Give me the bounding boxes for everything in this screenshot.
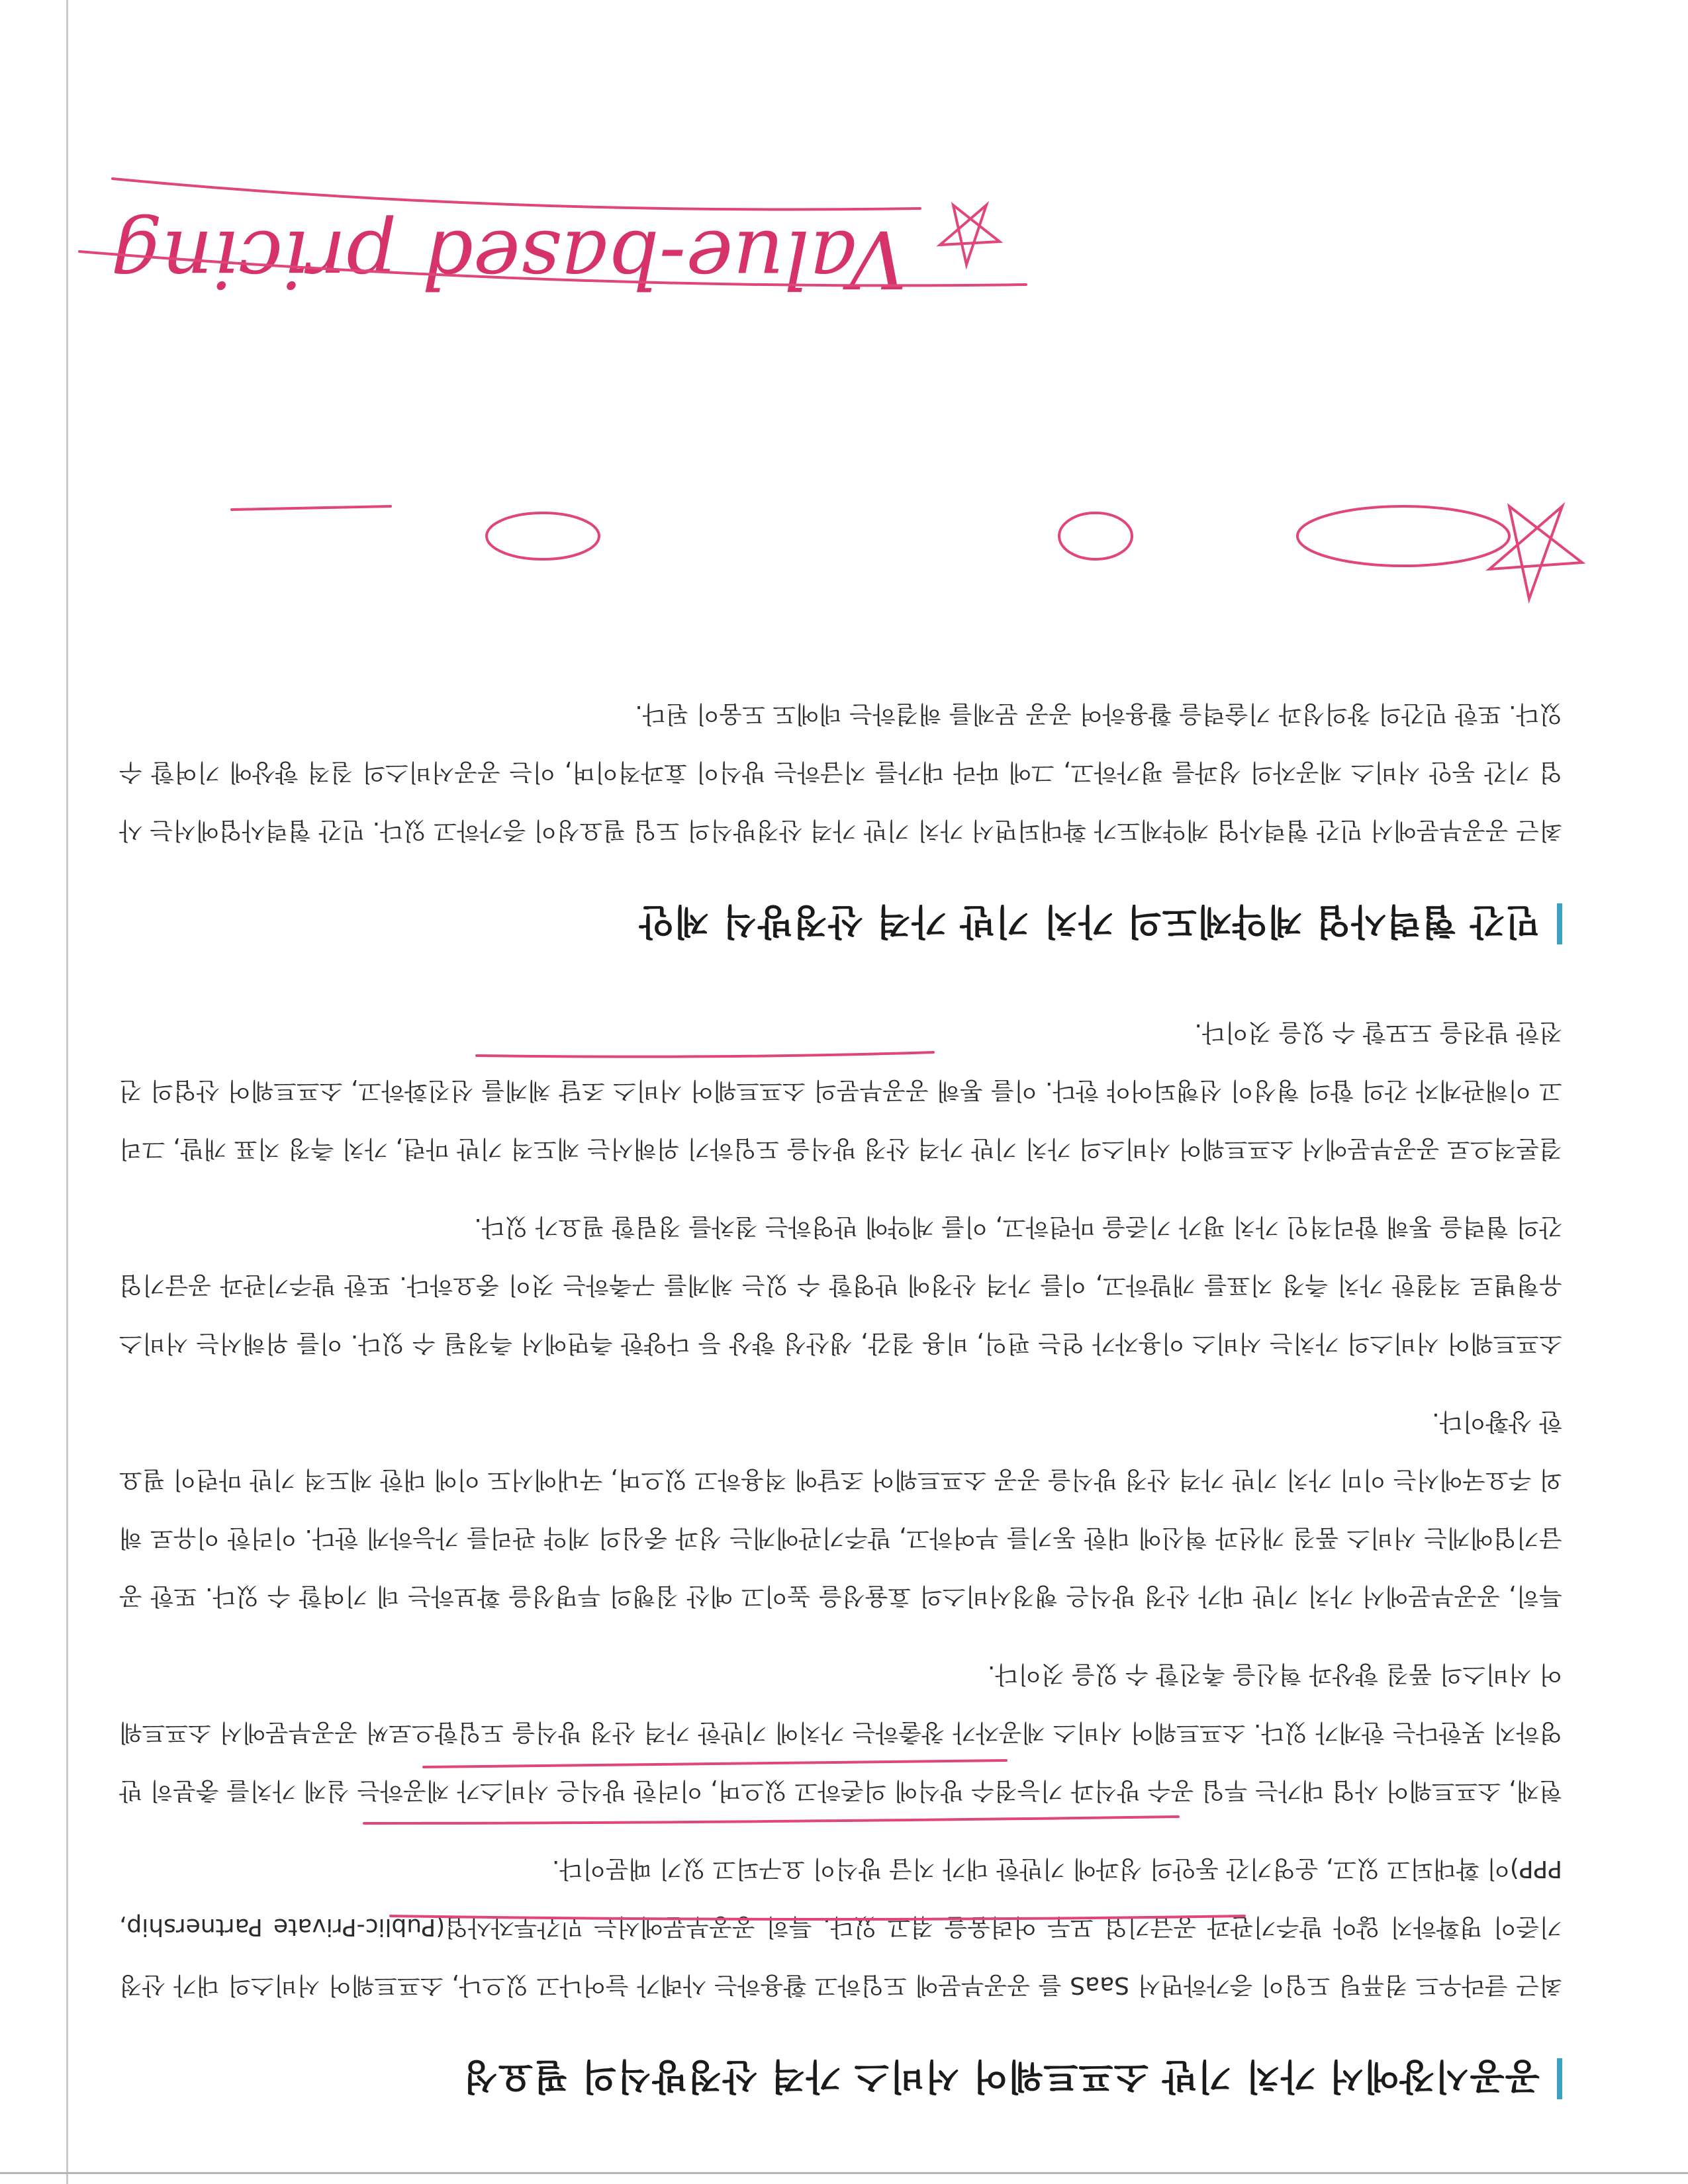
star-icon bbox=[1489, 506, 1582, 599]
circle-mark bbox=[487, 513, 599, 559]
paragraph: 특히, 공공부문에서 가치 기반 대가 산정 방식은 행정서비스의 효율성을 높이고 예산 집행의 투명성을 확보하는 데 기여할 수 있다. 또한 공급기업에게는 서비스 품질 개선과 혁신에 대한 동기를 부여하고, 발주기관에게는 성과 중심의 계약 관리를 가능하게 한다. 이러한 이유로 해외 주요국에서는 이미 가치 기반 가격 산정 방식을 공공 소프트웨어 조달에 적용하고 있으며, 국내에서도 이에 대한 제도적 기반 마련이 필요한 상황이다. bbox=[119, 1408, 1562, 1610]
circle-mark bbox=[1297, 506, 1509, 566]
handwritten-note: Value-based pricing bbox=[111, 212, 907, 304]
underline-mark bbox=[477, 1052, 933, 1057]
underline-mark bbox=[232, 506, 391, 510]
paragraph: 소프트웨어 서비스의 가치는 서비스 이용자가 얻는 편익, 비용 절감, 생산성 향상 등 다양한 측면에서 측정될 수 있다. 이를 위해서는 서비스 유형별로 적절한 가치 측정 지표를 개발하고, 이를 가격 산정에 반영할 수 있는 체계를 구축하는 것이 중요하다. 또한 발주기관과 공급기업 간의 협력을 통해 합리적인 가치 평가 기준을 마련하고, 이를 계약에 반영하는 절차를 정립할 필요가 있다. bbox=[119, 1213, 1562, 1357]
section-title: 민간 협력사업 계약제도의 가치 기반 가격 산정방식 제안 bbox=[638, 901, 1540, 942]
star-icon bbox=[940, 205, 1000, 265]
note-strike-line bbox=[113, 179, 920, 210]
section-title: 공공시장에서 가치 기반 소프트웨어 서비스 가격 산정방식의 필요성 bbox=[462, 2056, 1540, 2097]
paragraph: 결론적으로 공공부문에서 소프트웨어 서비스의 가치 기반 가격 산정 방식을 도입하기 위해서는 제도적 기반 마련, 가치 측정 지표 개발, 그리고 이해관계자 간의 합의 형성이 선행되어야 한다. 이를 통해 공공부문의 소프트웨어 서비스 조달 체계를 선진화하고, 소프트웨어 산업의 건전한 발전을 도모할 수 있을 것이다. bbox=[119, 1019, 1562, 1162]
paragraph: 최근 클라우드 컴퓨팅 도입이 증가하면서 SaaS 를 공공부문에 도입하고 활용하는 사례가 늘어나고 있으나, 소프트웨어 서비스의 대가 산정 기준이 명확하지 않아 발주기관과 공급기업 모두 어려움을 겪고 있다. 특히 공공부문에서는 민간투자사업(Public-Private Partnership, PPP)이 확대되고 있고, 운영기간 동안의 성과에 기반한 대가 지급 방식이 요구되고 있기 때문이다. bbox=[119, 1855, 1562, 1999]
paragraph: 최근 공공부문에서 민간 협력사업 계약제도가 확대되면서 가치 기반 가격 산정방식의 도입 필요성이 증가하고 있다. 민간 협력사업에서는 사업 기간 동안 서비스 제공자의 성과를 평가하고, 그에 따라 대가를 지급하는 방식이 효과적이며, 이는 공공서비스의 질적 향상에 기여할 수 있다. 또한 민간의 창의성과 기술력을 활용하여 공공 문제를 해결하는 데에도 도움이 된다. bbox=[119, 700, 1562, 844]
circle-mark bbox=[1059, 513, 1132, 559]
paragraph: 현재, 소프트웨어 사업 대가는 투입 공수 방식과 기능점수 방식에 의존하고 있으며, 이러한 방식은 서비스가 제공하는 실제 가치를 충분히 반영하지 못한다는 한계가 있다. 소프트웨어 서비스 제공자가 창출하는 가치에 기반한 가격 산정 방식을 도입함으로써 공공부문에서 소프트웨어 서비스의 품질 향상과 혁신을 촉진할 수 있을 것이다. bbox=[119, 1661, 1562, 1804]
underline-mark bbox=[364, 1817, 1178, 1823]
underline-mark bbox=[424, 1760, 1006, 1767]
underline-mark bbox=[391, 1916, 1244, 1919]
